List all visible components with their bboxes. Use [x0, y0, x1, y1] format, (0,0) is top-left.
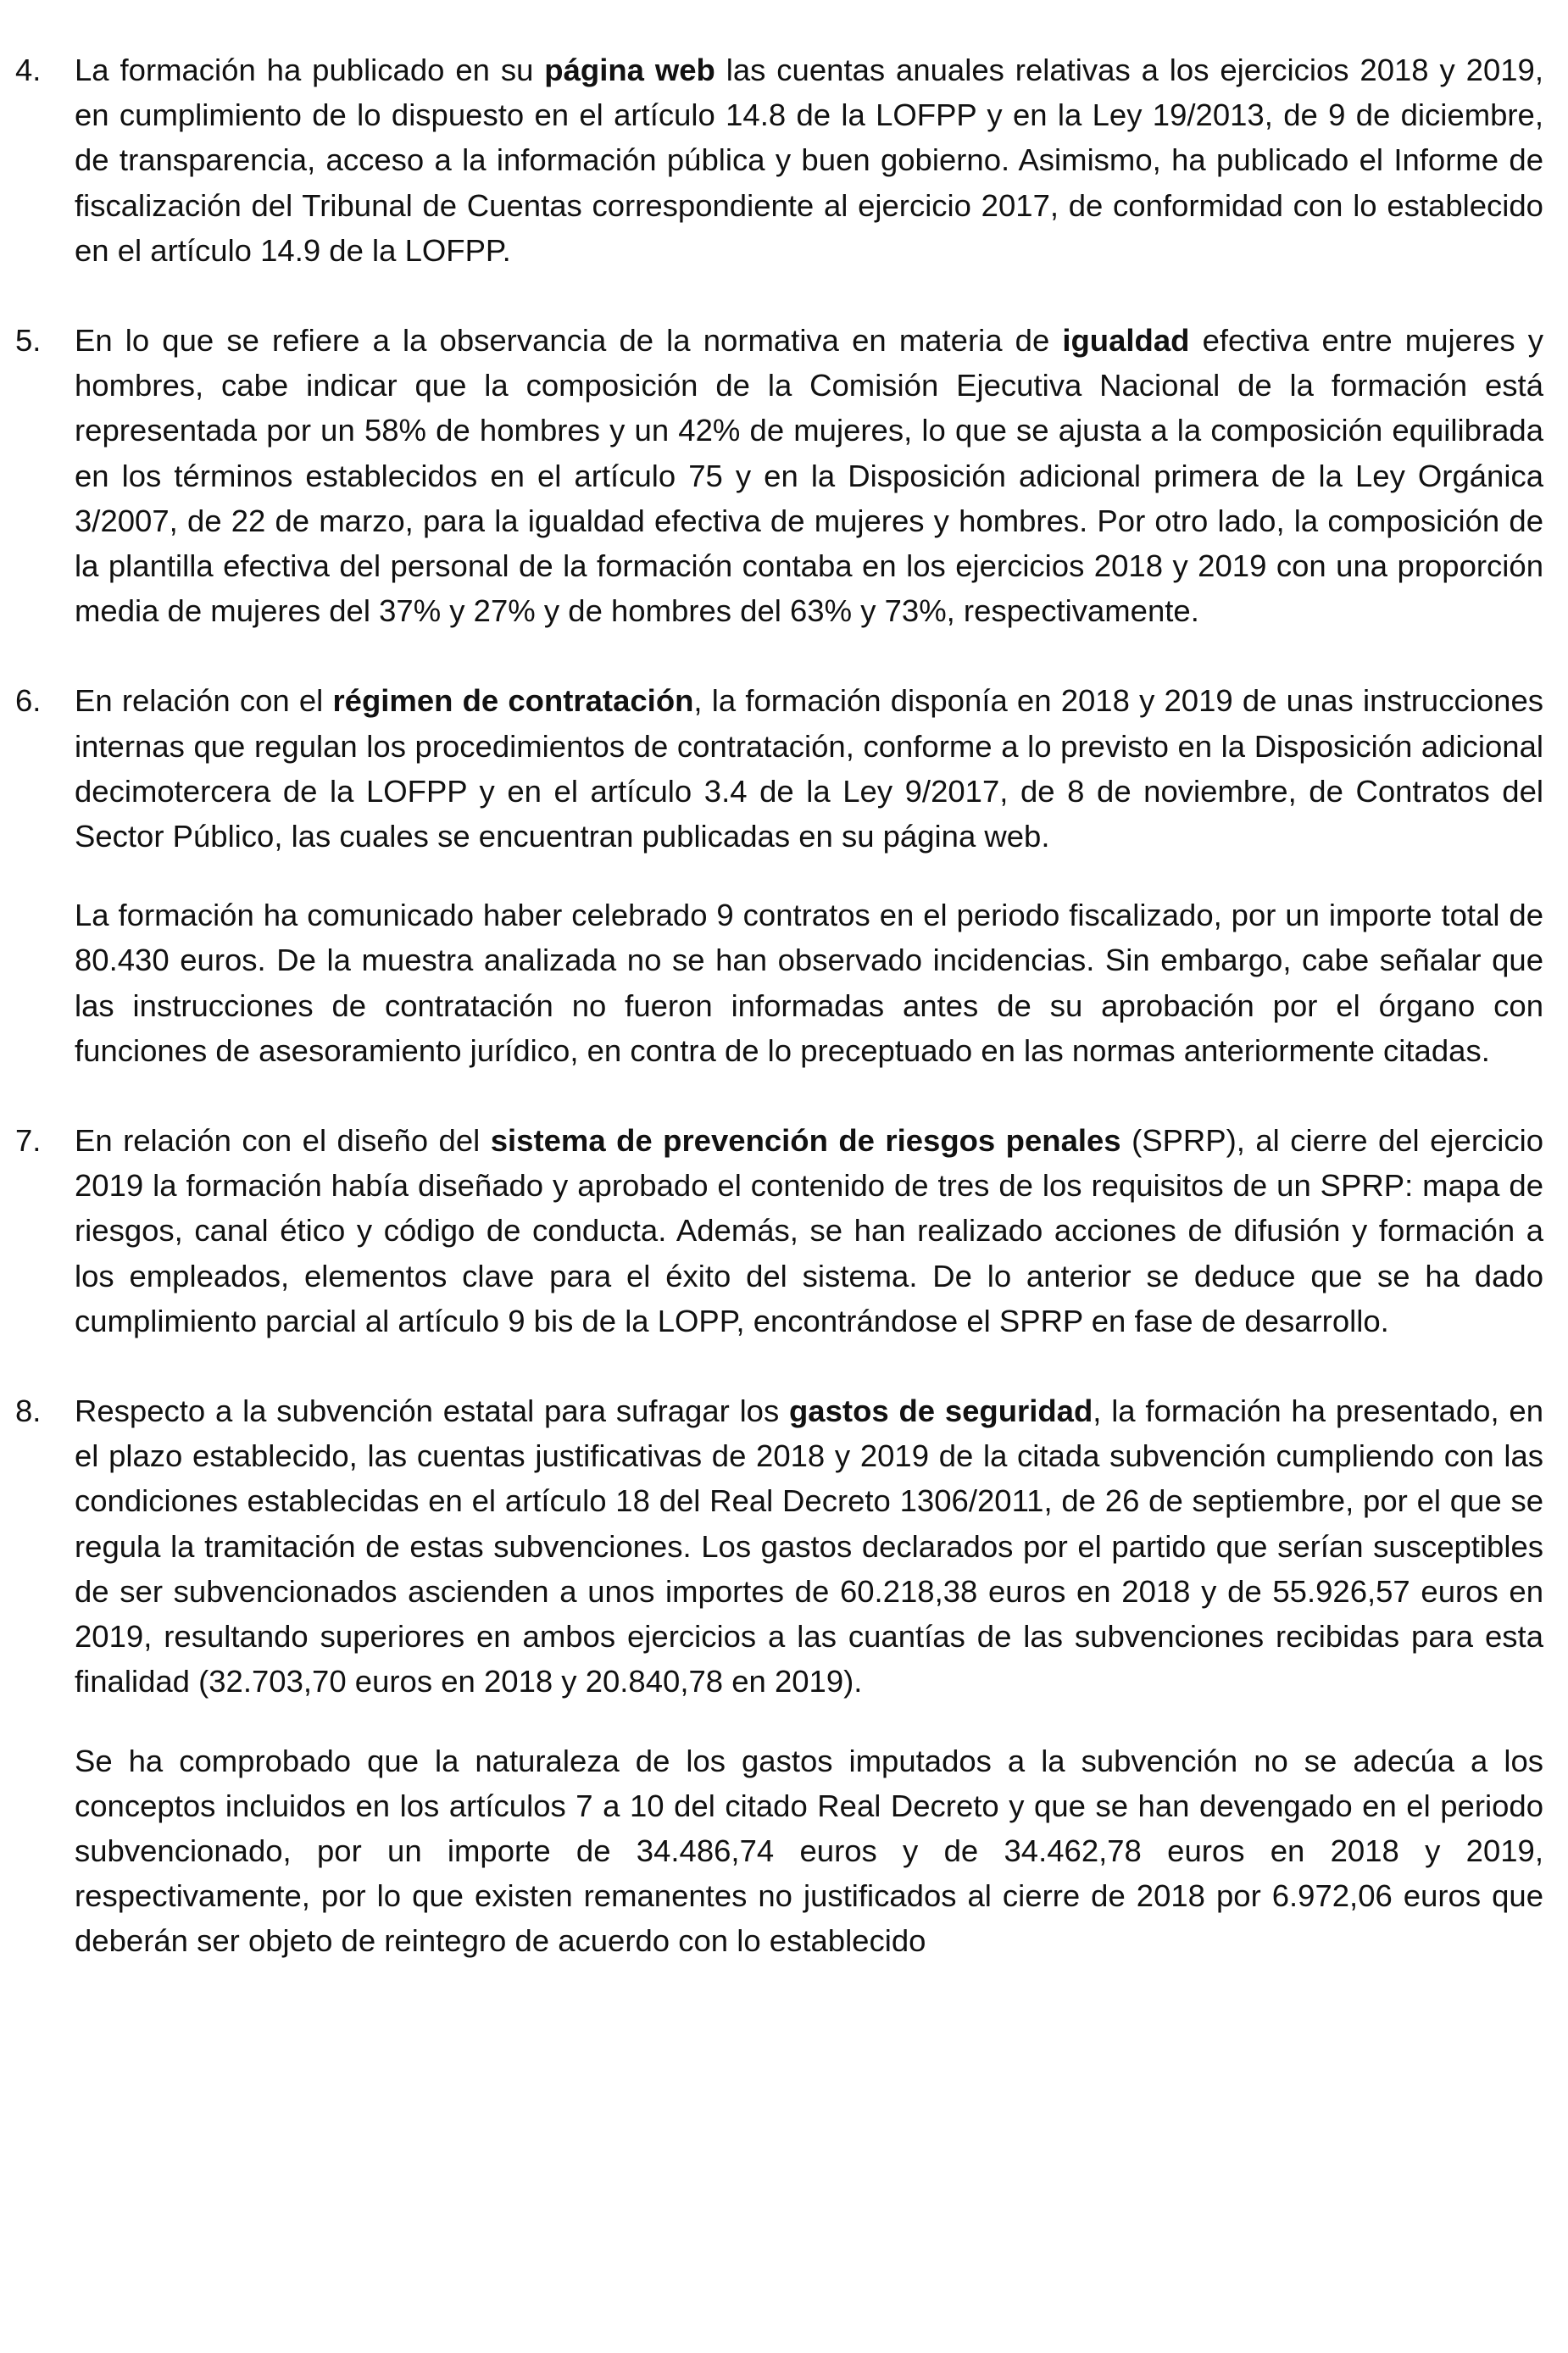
text-run: En lo que se refiere a la observancia de la normativa en materia de	[75, 323, 1063, 359]
paragraph	[75, 1388, 1543, 1704]
text-run: La formación ha comunicado haber celebrado 9 contratos en el periodo fiscalizado, por un importe total de 80.430 euros. De la muestra analizada no se han observado incidencias. Sin embargo, cabe señalar que las instrucciones de contratación no fueron informadas antes de su aprobación por el órgano con funciones de asesoramiento jurídico, en contra de lo preceptuado en las normas anteriormente citadas.	[75, 898, 1543, 1068]
list-item-5	[15, 318, 1543, 633]
item-number: 6.	[15, 683, 42, 719]
list-item-4	[15, 47, 1544, 273]
paragraph	[75, 678, 1543, 859]
list-item-7	[15, 1118, 1543, 1343]
text-run: , la formación disponía en 2018 y 2019 de unas instrucciones internas que regulan los procedimientos de contratación, conforme a lo previsto en la Disposición adicional decimotercera de la LOFPP y en el artículo 3.4 de la Ley 9/2017, de 8 de noviembre, de Contratos del Sector Público, las cuales se encuentran publicadas en su página web.	[75, 683, 1543, 854]
paragraph	[75, 318, 1543, 633]
bold-term: gastos de seguridad	[789, 1393, 1093, 1429]
bold-term: sistema de prevención de riesgos penales	[490, 1123, 1121, 1159]
bold-term: igualdad	[1062, 323, 1190, 359]
paragraph	[75, 1738, 1543, 1964]
paragraph	[75, 47, 1543, 273]
text-run: En relación con el	[75, 683, 333, 719]
item-number: 7.	[15, 1123, 42, 1159]
bold-term: página web	[544, 53, 715, 87]
item-number: 8.	[15, 1393, 42, 1429]
paragraph	[75, 893, 1543, 1073]
item-number: 5.	[15, 323, 42, 359]
text-run: La formación ha publicado en su	[75, 53, 545, 87]
paragraph	[75, 1118, 1543, 1343]
list-item-6	[15, 678, 1543, 1073]
list-item-8	[15, 1388, 1543, 1963]
text-run: En relación con el diseño del	[75, 1123, 491, 1159]
text-run: Respecto a la subvención estatal para sufragar los	[75, 1393, 790, 1429]
item-number: 4.	[15, 53, 42, 87]
text-run: (SPRP), al cierre del ejercicio 2019 la formación había diseñado y aprobado el contenido de tres de los requisitos de un SPRP: mapa de riesgos, canal ético y código de conducta. Además, se han realizado acciones de difusión y formación a los empleados, elementos clave para el éxito del sistema. De lo anterior se deduce que se ha dado cumplimiento parcial al artículo 9 bis de la LOPP, encontrándose el SPRP en fase de desarrollo.	[75, 1123, 1543, 1338]
bold-term: régimen de contratación	[332, 683, 694, 719]
text-run: las cuentas anuales relativas a los ejercicios 2018 y 2019, en cumplimiento de lo dispuesto en el artículo 14.8 de la LOFPP y en la Ley 19/2013, de 9 de diciembre, de transparencia, acceso a la información pública y buen gobierno. Asimismo, ha publicado el Informe de fiscalización del Tribunal de Cuentas correspondiente al ejercicio 2017, de conformidad con lo establecido en el artículo 14.9 de la LOFPP.	[75, 53, 1544, 268]
text-run: , la formación ha presentado, en el plazo establecido, las cuentas justificativas de 2018 y 2019 de la citada subvención cumpliendo con las condiciones establecidas en el artículo 18 del Real Decreto 1306/2011, de 26 de septiembre, por el que se regula la tramitación de estas subvenciones. Los gastos declarados por el partido que serían susceptibles de ser subvencionados ascienden a unos importes de 60.218,38 euros en 2018 y de 55.926,57 euros en 2019, resultando superiores en ambos ejercicios a las cuantías de las subvenciones recibidas para esta finalidad (32.703,70 euros en 2018 y 20.840,78 en 2019).	[75, 1393, 1543, 1699]
text-run: Se ha comprobado que la naturaleza de los gastos imputados a la subvención no se adecúa a los conceptos incluidos en los artículos 7 a 10 del citado Real Decreto y que se han devengado en el periodo subvencionado, por un importe de 34.486,74 euros y de 34.462,78 euros en 2018 y 2019, respectivamente, por lo que existen remanentes no justificados al cierre de 2018 por 6.972,06 euros que deberán ser objeto de reintegro de acuerdo con lo establecido	[75, 1743, 1543, 1959]
text-run: efectiva entre mujeres y hombres, cabe indicar que la composición de la Comisión Ejecutiva Nacional de la formación está representada por un 58% de hombres y un 42% de mujeres, lo que se ajusta a la composición equilibrada en los términos establecidos en el artículo 75 y en la Disposición adicional primera de la Ley Orgánica 3/2007, de 22 de marzo, para la igualdad efectiva de mujeres y hombres. Por otro lado, la composición de la plantilla efectiva del personal de la formación contaba en los ejercicios 2018 y 2019 con una proporción media de mujeres del 37% y 27% y de hombres del 63% y 73%, respectivamente.	[75, 323, 1543, 629]
